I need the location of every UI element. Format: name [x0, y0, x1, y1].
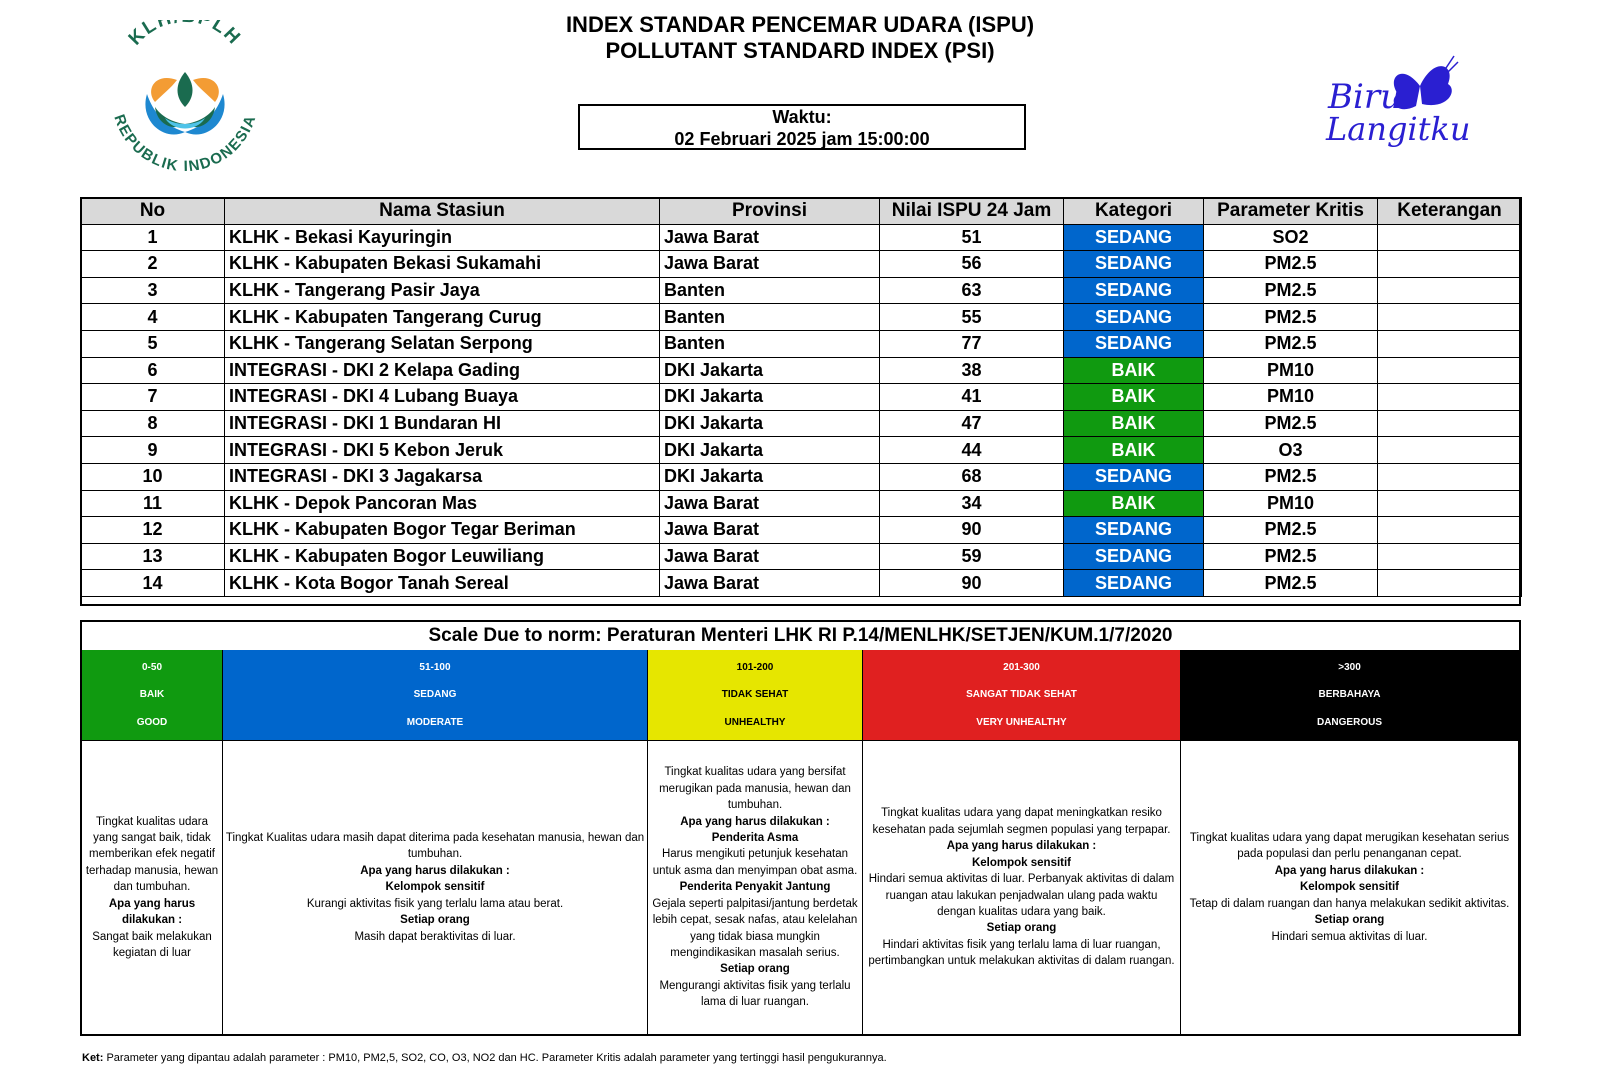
table-row: [81, 570, 1522, 597]
klh-logo: [100, 20, 270, 175]
cell-no: 1: [81, 224, 225, 251]
band-range: 51-100: [419, 662, 451, 674]
band-range: 201-300: [1003, 662, 1040, 674]
cell-value: 90: [880, 517, 1064, 544]
col-header-category: Kategori: [1064, 198, 1204, 225]
cell-station: KLHK - Tangerang Selatan Serpong: [225, 330, 660, 357]
table-row: [81, 277, 1522, 304]
cell-station: INTEGRASI - DKI 1 Bundaran HI: [225, 410, 660, 437]
cell-category: SEDANG: [1064, 570, 1204, 597]
cell-province: Jawa Barat: [660, 517, 880, 544]
cell-param: PM10: [1204, 384, 1378, 411]
cell-param: PM2.5: [1204, 304, 1378, 331]
cell-category: SEDANG: [1064, 224, 1204, 251]
cell-category: BAIK: [1064, 490, 1204, 517]
description-heading: Kelompok sensitif: [1299, 881, 1400, 894]
cell-note: [1378, 410, 1522, 437]
cell-no: 5: [81, 330, 225, 357]
cell-param: SO2: [1204, 224, 1378, 251]
description-heading: Apa yang harus dilakukan :: [1274, 864, 1425, 877]
report-title: [540, 12, 1060, 64]
cell-no: 7: [81, 384, 225, 411]
footnote: [82, 1052, 887, 1064]
cell-value: 51: [880, 224, 1064, 251]
scale-band-sangat-tidak-sehat: [863, 650, 1181, 740]
table-row: [81, 543, 1522, 570]
cell-category: SEDANG: [1064, 517, 1204, 544]
col-header-value: Nilai ISPU 24 Jam: [880, 198, 1064, 225]
cell-category: BAIK: [1064, 437, 1204, 464]
cell-station: INTEGRASI - DKI 3 Jagakarsa: [225, 463, 660, 490]
cell-param: PM2.5: [1204, 277, 1378, 304]
band-english: UNHEALTHY: [724, 716, 786, 728]
cell-no: 10: [81, 463, 225, 490]
cell-category: SEDANG: [1064, 543, 1204, 570]
time-box: [578, 104, 1026, 150]
cell-note: [1378, 517, 1522, 544]
cell-province: Banten: [660, 277, 880, 304]
col-header-province: Provinsi: [660, 198, 880, 225]
description-text: Hindari semua aktivitas di luar.: [1271, 930, 1428, 943]
description-text: Harus mengikuti petunjuk kesehatan untuk asma dan menyimpan obat asma.: [652, 848, 858, 877]
cell-value: 41: [880, 384, 1064, 411]
cell-province: Jawa Barat: [660, 251, 880, 278]
cell-no: 4: [81, 304, 225, 331]
cell-no: 11: [81, 490, 225, 517]
description-text: Hindari aktivitas fisik yang terlalu lama di luar ruangan, pertimbangkan untuk melakukan aktivitas di dalam ruangan.: [868, 938, 1175, 968]
table-row: [81, 357, 1522, 384]
footnote-label: Ket:: [82, 1052, 104, 1064]
band-english: DANGEROUS: [1316, 716, 1382, 728]
cell-value: 59: [880, 543, 1064, 570]
logo-left-bottom-text: REPUBLIK INDONESIA: [110, 112, 260, 175]
cell-value: 63: [880, 277, 1064, 304]
description-heading: Apa yang harus dilakukan :: [108, 897, 196, 927]
band-name: SEDANG: [413, 689, 457, 701]
cell-no: 6: [81, 357, 225, 384]
description-text: Gejala seperti palpitasi/jantung berdetak lebih cepat, sesak nafas, atau kelelahan yang tidak biasa mungkin mengindikasikan masalah serius.: [652, 897, 858, 959]
cell-station: KLHK - Kabupaten Bogor Leuwiliang: [225, 543, 660, 570]
cell-category: BAIK: [1064, 410, 1204, 437]
col-header-note: Keterangan: [1378, 198, 1522, 225]
cell-station: INTEGRASI - DKI 5 Kebon Jeruk: [225, 437, 660, 464]
butterfly-icon: [1394, 56, 1458, 109]
description-text: Tingkat kualitas udara yang dapat merugikan kesehatan serius pada populasi dan perlu penanganan cepat.: [1189, 832, 1510, 861]
table-row: [81, 304, 1522, 331]
cell-note: [1378, 330, 1522, 357]
description-text: Mengurangi aktivitas fisik yang terlalu lama di luar ruangan.: [659, 979, 851, 1009]
description-heading: Apa yang harus dilakukan :: [360, 864, 510, 877]
table-row: [81, 224, 1522, 251]
cell-value: 44: [880, 437, 1064, 464]
svg-text:REPUBLIK INDONESIA: [110, 112, 259, 175]
cell-value: 68: [880, 463, 1064, 490]
description-text: Tingkat kualitas udara yang sangat baik, tidak memberikan efek negatif terhadap manusia, hewan dan tumbuhan.: [85, 815, 219, 894]
cell-province: DKI Jakarta: [660, 463, 880, 490]
scale-legend: [80, 620, 1521, 1036]
cell-note: [1378, 224, 1522, 251]
cell-station: KLHK - Tangerang Pasir Jaya: [225, 277, 660, 304]
cell-note: [1378, 357, 1522, 384]
table-row: [81, 437, 1522, 464]
cell-note: [1378, 437, 1522, 464]
cell-note: [1378, 463, 1522, 490]
cell-note: [1378, 277, 1522, 304]
cell-station: KLHK - Kabupaten Bekasi Sukamahi: [225, 251, 660, 278]
cell-no: 8: [81, 410, 225, 437]
cell-value: 56: [880, 251, 1064, 278]
col-header-param: Parameter Kritis: [1204, 198, 1378, 225]
scale-band-tidak-sehat: [648, 650, 863, 740]
cell-no: 14: [81, 570, 225, 597]
logo-right-line2: Langitku: [1326, 110, 1471, 148]
cell-value: 55: [880, 304, 1064, 331]
cell-category: SEDANG: [1064, 251, 1204, 278]
table-row: [81, 330, 1522, 357]
band-range: 0-50: [141, 662, 162, 674]
table-row: [81, 517, 1522, 544]
cell-param: PM2.5: [1204, 543, 1378, 570]
cell-category: SEDANG: [1064, 463, 1204, 490]
cell-note: [1378, 251, 1522, 278]
cell-category: BAIK: [1064, 384, 1204, 411]
cell-no: 13: [81, 543, 225, 570]
cell-note: [1378, 490, 1522, 517]
description-text: Tingkat kualitas udara yang dapat meningkatkan resiko kesehatan pada sejumlah segmen populasi yang terpapar.: [872, 807, 1171, 836]
description-heading: Kelompok sensitif: [385, 881, 485, 894]
cell-value: 34: [880, 490, 1064, 517]
col-header-station: Nama Stasiun: [225, 198, 660, 225]
band-name: BAIK: [139, 689, 165, 701]
description-heading: Apa yang harus dilakukan :: [946, 840, 1097, 853]
cell-province: Banten: [660, 330, 880, 357]
cell-province: DKI Jakarta: [660, 384, 880, 411]
description-text: Tetap di dalam ruangan dan hanya melakukan sedikit aktivitas.: [1189, 897, 1510, 910]
cell-param: PM2.5: [1204, 330, 1378, 357]
title-line-2: POLLUTANT STANDARD INDEX (PSI): [605, 38, 995, 63]
scale-description-sangat-tidak-sehat: [863, 740, 1181, 1034]
cell-param: O3: [1204, 437, 1378, 464]
cell-station: KLHK - Kota Bogor Tanah Sereal: [225, 570, 660, 597]
cell-param: PM2.5: [1204, 251, 1378, 278]
cell-value: 47: [880, 410, 1064, 437]
band-range: >300: [1338, 662, 1361, 674]
description-text: Kurangi aktivitas fisik yang terlalu lama atau berat.: [306, 897, 564, 910]
station-table: [80, 197, 1522, 597]
scale-description-sedang: [223, 740, 648, 1034]
scale-description-berbahaya: [1181, 740, 1519, 1034]
cell-note: [1378, 570, 1522, 597]
cell-no: 3: [81, 277, 225, 304]
cell-note: [1378, 304, 1522, 331]
cell-province: DKI Jakarta: [660, 357, 880, 384]
cell-param: PM10: [1204, 357, 1378, 384]
cell-no: 12: [81, 517, 225, 544]
cell-no: 2: [81, 251, 225, 278]
time-label: Waktu:: [772, 107, 832, 127]
biru-langitku-logo: [1320, 36, 1480, 156]
description-heading: Penderita Penyakit Jantung: [679, 881, 831, 894]
table-row: [81, 384, 1522, 411]
table-row: [81, 490, 1522, 517]
scale-description-tidak-sehat: [648, 740, 863, 1034]
cell-station: KLHK - Kabupaten Bogor Tegar Beriman: [225, 517, 660, 544]
description-text: Sangat baik melakukan kegiatan di luar: [92, 930, 212, 959]
description-heading: Setiap orang: [720, 963, 790, 976]
col-header-no: No: [81, 198, 225, 225]
cell-no: 9: [81, 437, 225, 464]
cell-station: KLHK - Kabupaten Tangerang Curug: [225, 304, 660, 331]
table-row: [81, 410, 1522, 437]
cell-param: PM2.5: [1204, 570, 1378, 597]
scale-band-berbahaya: [1181, 650, 1519, 740]
cell-param: PM2.5: [1204, 463, 1378, 490]
cell-value: 77: [880, 330, 1064, 357]
description-heading: Setiap orang: [986, 922, 1057, 935]
cell-province: Jawa Barat: [660, 224, 880, 251]
table-row: [81, 463, 1522, 490]
description-heading: Apa yang harus dilakukan :: [680, 815, 830, 828]
cell-province: Jawa Barat: [660, 570, 880, 597]
cell-category: BAIK: [1064, 357, 1204, 384]
band-english: VERY UNHEALTHY: [976, 716, 1067, 728]
description-text: Tingkat kualitas udara yang bersifat merugikan pada manusia, hewan dan tumbuhan.: [659, 766, 851, 812]
cell-province: DKI Jakarta: [660, 437, 880, 464]
description-text: Tingkat Kualitas udara masih dapat diterima pada kesehatan manusia, hewan dan tumbuhan.: [225, 832, 645, 861]
table-header-row: [81, 198, 1522, 225]
cell-category: SEDANG: [1064, 277, 1204, 304]
cell-note: [1378, 384, 1522, 411]
cell-station: INTEGRASI - DKI 4 Lubang Buaya: [225, 384, 660, 411]
description-text: Hindari semua aktivitas di luar. Perbanyak aktivitas di dalam ruangan atau lakukan penjadwalan ulang pada waktu dengan kualitas udara yang baik.: [868, 873, 1175, 918]
cell-province: Jawa Barat: [660, 543, 880, 570]
description-heading: Setiap orang: [1314, 914, 1385, 927]
cell-station: KLHK - Bekasi Kayuringin: [225, 224, 660, 251]
time-value: 02 Februari 2025 jam 15:00:00: [674, 129, 930, 149]
svg-text:KLH/BPLH: [125, 20, 245, 50]
cell-station: KLHK - Depok Pancoran Mas: [225, 490, 660, 517]
cell-param: PM10: [1204, 490, 1378, 517]
band-name: SANGAT TIDAK SEHAT: [966, 689, 1077, 701]
cell-param: PM2.5: [1204, 517, 1378, 544]
description-heading: Setiap orang: [400, 914, 470, 927]
band-name: BERBAHAYA: [1318, 689, 1381, 701]
scale-band-baik: [82, 650, 223, 740]
logo-left-top-text: KL LH: [124, 20, 246, 50]
cell-note: [1378, 543, 1522, 570]
logo-right-line1: Biru: [1328, 77, 1403, 117]
scale-band-sedang: [223, 650, 648, 740]
scale-title: Scale Due to norm: Peraturan Menteri LHK RI P.14/MENLHK/SETJEN/KUM.1/7/2020: [82, 622, 1519, 651]
cell-province: DKI Jakarta: [660, 410, 880, 437]
cell-category: SEDANG: [1064, 304, 1204, 331]
title-line-1: INDEX STANDAR PENCEMAR UDARA (ISPU): [565, 12, 1035, 37]
band-english: MODERATE: [406, 716, 464, 728]
cell-category: SEDANG: [1064, 330, 1204, 357]
cell-province: Jawa Barat: [660, 490, 880, 517]
cell-province: Banten: [660, 304, 880, 331]
band-name: TIDAK SEHAT: [721, 689, 789, 701]
cell-value: 38: [880, 357, 1064, 384]
description-heading: Kelompok sensitif: [971, 856, 1072, 869]
cell-value: 90: [880, 570, 1064, 597]
cell-param: PM2.5: [1204, 410, 1378, 437]
footnote-text: Parameter yang dipantau adalah parameter : PM10, PM2,5, SO2, CO, O3, NO2 dan HC. Parameter Kritis adalah parameter yang tertinggi hasil pengukurannya.: [106, 1052, 887, 1064]
description-text: Masih dapat beraktivitas di luar.: [354, 930, 516, 943]
cell-station: INTEGRASI - DKI 2 Kelapa Gading: [225, 357, 660, 384]
table-row: [81, 251, 1522, 278]
band-range: 101-200: [736, 662, 774, 674]
description-heading: Penderita Asma: [711, 832, 799, 845]
scale-description-baik: [82, 740, 223, 1034]
band-english: GOOD: [136, 716, 168, 728]
